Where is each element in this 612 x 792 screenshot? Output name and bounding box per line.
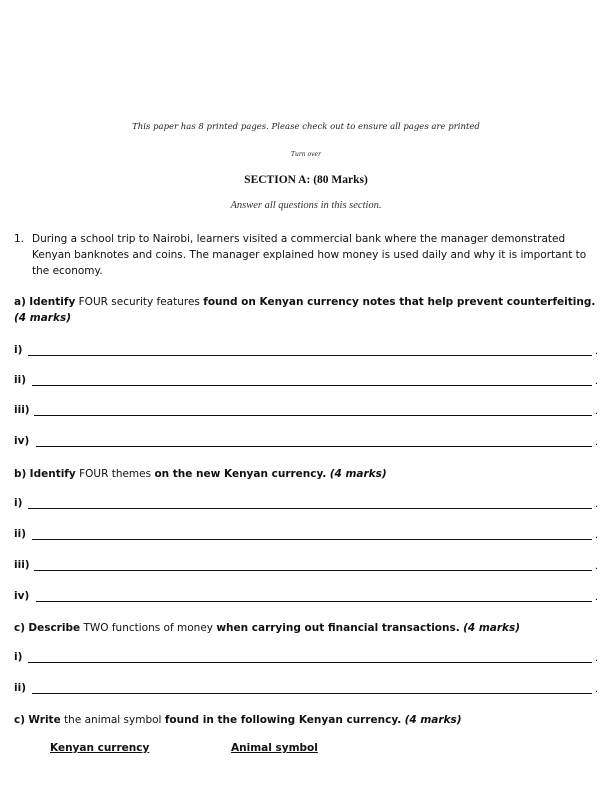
section-title: SECTION A: (80 Marks): [244, 174, 368, 186]
part-c-animal-prompt: c) Write the animal symbol found in the following Kenyan currency. (4 marks): [14, 714, 462, 726]
turn-over-note: Turn over: [291, 151, 321, 158]
section-instruction: Answer all questions in this section.: [230, 200, 382, 211]
answer-line[interactable]: i) .: [14, 497, 598, 510]
question-stem: During a school trip to Nairobi, learners visited a commercial bank where the manager demonstrated Kenyan banknotes and coins. The manager explained how money is used daily and why it is important to the economy.: [32, 233, 587, 277]
answer-line[interactable]: ii) .: [14, 374, 598, 387]
answer-line[interactable]: i) .: [14, 344, 598, 357]
answer-line[interactable]: iii) .: [14, 404, 598, 417]
part-b-prompt: b) Identify FOUR themes on the new Kenyan currency. (4 marks): [14, 468, 387, 480]
part-c-functions-prompt: c) Describe TWO functions of money when carrying out financial transactions. (4 marks): [14, 622, 521, 634]
answer-line[interactable]: ii) .: [14, 682, 598, 695]
answer-line[interactable]: iv) .: [14, 590, 598, 603]
part-a-prompt: a) Identify FOUR security features found on Kenyan currency notes that help prevent counterfeiting. (4 marks): [14, 296, 596, 324]
answer-line[interactable]: iv) .: [14, 435, 598, 448]
answer-line[interactable]: ii) .: [14, 528, 598, 541]
column-header-currency: Kenyan currency: [50, 742, 150, 754]
answer-line[interactable]: i) .: [14, 651, 598, 664]
printed-pages-note: This paper has 8 printed pages. Please check out to ensure all pages are printed: [132, 122, 480, 132]
column-header-animal-symbol: Animal symbol: [231, 742, 318, 754]
question-number: 1.: [14, 233, 25, 245]
answer-line[interactable]: iii) .: [14, 559, 598, 572]
